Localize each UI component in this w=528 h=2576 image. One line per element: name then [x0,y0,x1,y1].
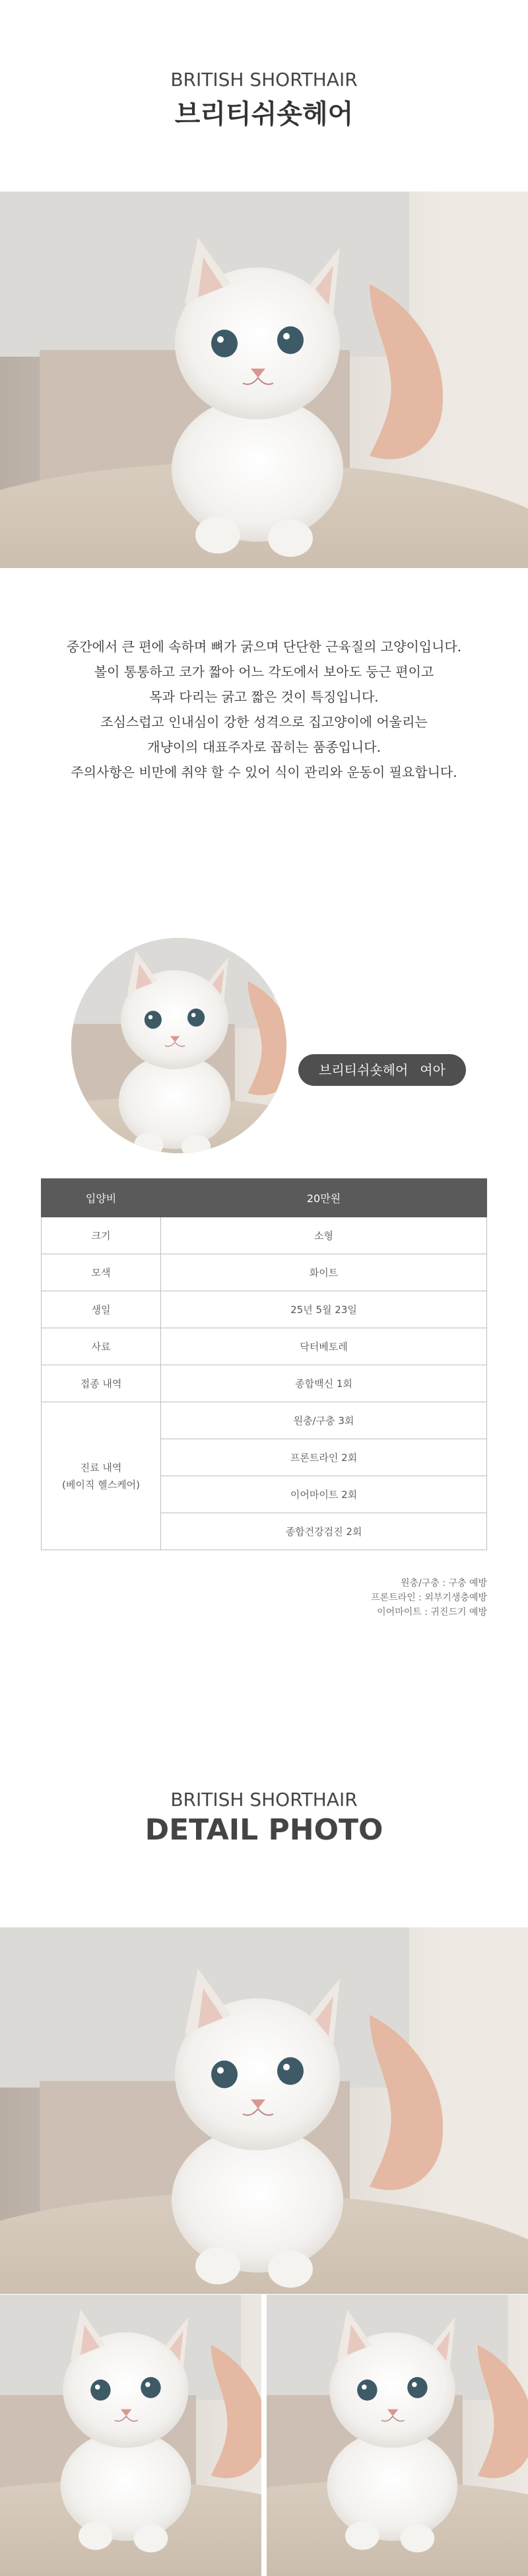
description-line: 주의사항은 비만에 취약 할 수 있어 식이 관리와 운동이 필요합니다. [71,764,457,780]
detail-photo-large [0,1927,528,2294]
description-line: 조심스럽고 인내심이 강한 성격으로 집고양이에 어울리는 [100,714,428,730]
detail-photo-left [0,2295,261,2576]
footnotes [371,1576,487,1620]
table-row [42,1217,487,1254]
description-line: 목과 다리는 굵고 짧은 것이 특징입니다. [149,689,379,705]
profile-photo [71,938,286,1153]
care-value: 프론트라인 2회 [161,1439,487,1476]
row-label: 생일 [42,1291,161,1328]
care-label-line: (베이직 헬스케어) [62,1478,140,1491]
row-label: 모색 [42,1254,161,1291]
description-line: 볼이 통통하고 코가 짧아 어느 각도에서 보아도 둥근 편이고 [94,664,434,680]
price-label: 입양비 [42,1179,161,1217]
row-value: 닥터베토레 [161,1328,487,1365]
info-table [41,1178,487,1550]
footnote: 원충/구충 : 구충 예방 [401,1578,487,1589]
name-badge [298,1054,466,1086]
hero-photo [0,192,528,568]
breed-english-title: BRITISH SHORTHAIR [170,69,358,90]
row-label: 크기 [42,1217,161,1254]
row-label: 사료 [42,1328,161,1365]
row-value: 종합백신 1회 [161,1365,487,1402]
care-value: 종합건강검진 2회 [161,1513,487,1550]
hero-heading [0,69,528,131]
description-line: 중간에서 큰 편에 속하며 뼈가 굵으며 단단한 근육질의 고양이입니다. [66,639,462,655]
breed-korean-title: 브리티쉬숏헤어 [174,99,354,129]
footnote: 프론트라인 : 외부기생충예방 [371,1592,487,1603]
footnote: 이어마이트 : 귀진드기 예방 [377,1607,487,1618]
breed-description [0,634,528,785]
kitten-name: 브리티쉬숏헤어 [319,1062,409,1078]
care-label [42,1402,161,1550]
kitten-gender: 여아 [420,1062,446,1078]
detail-heading [0,1789,528,1847]
table-row [42,1254,487,1291]
row-value: 소형 [161,1217,487,1254]
row-label: 접종 내역 [42,1365,161,1402]
table-row [42,1328,487,1365]
detail-photo-title: DETAIL PHOTO [145,1813,383,1847]
care-value: 원충/구충 3회 [161,1402,487,1439]
table-row [42,1365,487,1402]
price-value: 20만원 [161,1179,487,1217]
table-row [42,1402,487,1439]
table-row [42,1291,487,1328]
row-value: 25년 5월 23일 [161,1291,487,1328]
detail-photo-right [267,2295,528,2576]
table-row [42,1179,487,1217]
care-label-line: 진료 내역 [80,1461,122,1474]
description-line: 개냥이의 대표주자로 꼽히는 품종입니다. [147,739,381,755]
row-value: 화이트 [161,1254,487,1291]
detail-english-title: BRITISH SHORTHAIR [170,1789,358,1810]
care-value: 이어마이트 2회 [161,1476,487,1513]
